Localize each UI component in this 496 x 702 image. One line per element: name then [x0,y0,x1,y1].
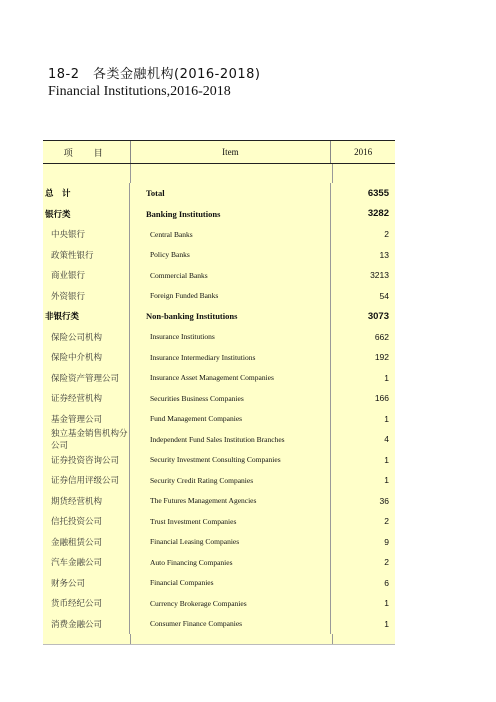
row-item-cn: 消费金融公司 [43,614,130,635]
row-value-2016: 2 [384,516,389,527]
row-item-cn: 保险中介机构 [43,347,130,368]
row-item-cn: 非银行类 [43,306,130,327]
table-row [43,450,395,471]
row-value-2016: 2 [384,229,389,240]
row-value-2016: 6355 [367,187,389,199]
table-body [43,183,395,634]
table-row [43,327,395,348]
row-item-cn: 外资银行 [43,286,130,307]
row-item-en: Security Credit Rating Companies [130,470,331,491]
institutions-table [43,140,395,645]
row-item-cn: 信托投资公司 [43,511,130,532]
row-value-2016: 13 [379,249,389,260]
row-item-en: Trust Investment Companies [130,511,331,532]
row-item-en: Insurance Asset Management Companies [130,368,331,389]
table-row [43,552,395,573]
table-row [43,265,395,286]
row-value-2016: 6 [384,577,389,588]
row-item-cn: 政策性银行 [43,245,130,266]
row-item-en: Independent Fund Sales Institution Branches [130,429,331,450]
row-value-2016: 36 [379,495,389,506]
row-item-en: Total [130,183,331,204]
row-value-2016: 4 [384,434,389,445]
row-item-en: The Futures Management Agencies [130,491,331,512]
table-row [43,245,395,266]
row-value-2016: 9 [384,536,389,547]
row-value-2016: 3282 [367,208,389,220]
table-row [43,409,395,430]
table-row [43,286,395,307]
header-item-cn: 项 目 [43,141,131,163]
row-value-2016: 1 [384,372,389,383]
row-item-cn: 金融租赁公司 [43,532,130,553]
table-row [43,593,395,614]
row-value-2016: 662 [374,331,389,342]
row-item-cn: 总 计 [43,183,130,204]
row-item-cn: 证券经营机构 [43,388,130,409]
table-row [43,306,395,327]
header-item-en: Item [131,141,332,163]
row-item-cn: 汽车金融公司 [43,552,130,573]
row-item-en: Central Banks [130,224,331,245]
row-value-2016: 1 [384,618,389,629]
table-row [43,347,395,368]
row-item-cn: 保险公司机构 [43,327,130,348]
row-item-cn: 中央银行 [43,224,130,245]
table-row [43,204,395,225]
table-row [43,511,395,532]
row-item-en: Consumer Finance Companies [130,614,331,635]
table-row [43,388,395,409]
row-item-en: Commercial Banks [130,265,331,286]
row-value-2016: 1 [384,598,389,609]
row-item-cn: 商业银行 [43,265,130,286]
row-item-cn: 期货经营机构 [43,491,130,512]
table-row [43,573,395,594]
row-item-cn: 基金管理公司 [43,409,130,430]
row-value-2016: 1 [384,413,389,424]
row-item-cn: 保险资产管理公司 [43,368,130,389]
header-year: 2016 [354,147,373,157]
table-row [43,224,395,245]
row-value-2016: 3073 [367,310,389,322]
row-item-cn: 证券投资咨询公司 [43,450,130,471]
row-item-en: Insurance Intermediary Institutions [130,347,331,368]
row-value-2016: 1 [384,475,389,486]
row-item-en: Financial Leasing Companies [130,532,331,553]
row-item-en: Auto Financing Companies [130,552,331,573]
row-item-en: Security Investment Consulting Companies [130,450,331,471]
row-item-en: Banking Institutions [130,204,331,225]
page-title-cn: 18-2 各类金融机构(2016-2018) [48,67,261,82]
table-row [43,614,395,635]
row-value-2016: 1 [384,454,389,465]
row-item-en: Financial Companies [130,573,331,594]
row-item-cn: 银行类 [43,204,130,225]
table-row [43,368,395,389]
table-row [43,532,395,553]
row-value-2016: 54 [379,290,389,301]
table-row [43,183,395,204]
row-item-en: Non-banking Institutions [130,306,331,327]
row-item-cn: 证券信用评级公司 [43,470,130,491]
table-row [43,491,395,512]
table-footer [43,634,395,645]
row-item-cn: 独立基金销售机构分公司 [43,429,130,450]
header-spacer [43,164,395,183]
row-item-en: Insurance Institutions [130,327,331,348]
row-item-en: Foreign Funded Banks [130,286,331,307]
row-item-en: Fund Management Companies [130,409,331,430]
row-item-cn: 货币经纪公司 [43,593,130,614]
row-value-2016: 192 [374,352,389,363]
row-item-en: Securities Business Companies [130,388,331,409]
row-item-en: Policy Banks [130,245,331,266]
row-value-2016: 2 [384,557,389,568]
table-row [43,470,395,491]
table-row [43,429,395,450]
row-value-2016: 3213 [370,270,389,281]
row-value-2016: 166 [374,393,389,404]
table-header [43,140,395,164]
row-item-cn: 财务公司 [43,573,130,594]
page-title-en: Financial Institutions,2016-2018 [48,84,231,99]
row-item-en: Currency Brokerage Companies [130,593,331,614]
